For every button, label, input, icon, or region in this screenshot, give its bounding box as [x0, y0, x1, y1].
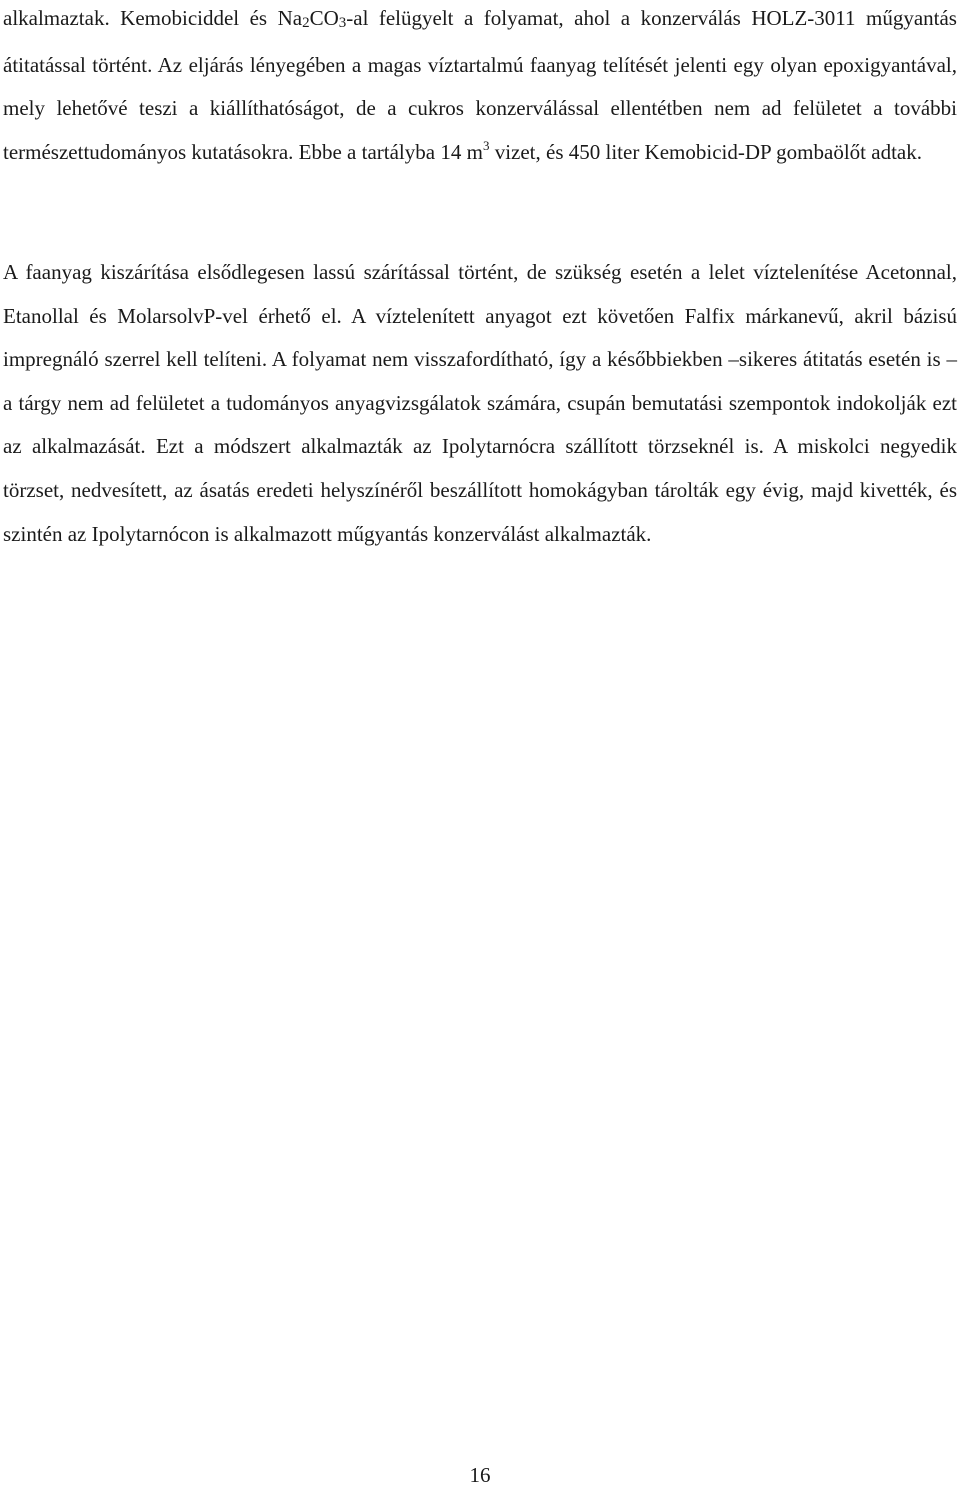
paragraph-2: A faanyag kiszárítása elsődlegesen lassú szárítással történt, de szükség esetén a lelet víztelenítése Acetonnal, Etanollal és MolarsolvP-vel érhető el. A víztelenített anyagot ezt követően Falfix márkanevű, akril bázisú impregnáló szerrel kell telíteni. A folyamat nem visszafordítható, így a későbbiekben –sikeres átitatás esetén is – a tárgy nem ad felületet a tudományos anyagvizsgálatok számára, csupán bemutatási szempontok indokolják ezt az alkalmazását. Ezt a módszert alkalmazták az Ipolytarnócra szállított törzseknél is. A miskolci negyedik törzset, nedvesített, az ásatás eredeti helyszínéről beszállított homokágyban tárolták egy évig, majd kivették, és szintén az Ipolytarnócon is alkalmazott műgyantás konzerválást alkalmazták. [3, 260, 957, 546]
paragraph-1-text-middle: -al felügyelt a folyamat, ahol a konzerválás HOLZ-3011 műgyantás átitatással történt. Az eljárás lényegében a magas víztartalmú faanyag telítését jelenti egy olyan epoxigyantával, mely lehetővé teszi a kiállíthatóságot, de a cukros konzerválással ellentétben nem ad felületet a további természettudományos kutatásokra. Ebbe a tartályba 14 m [3, 6, 957, 164]
carbonate-text: CO [309, 6, 339, 30]
paragraph-1 [3, 0, 957, 176]
page-number: 16 [469, 1463, 491, 1487]
sodium-subscript: 2 [302, 15, 310, 31]
carbonate-subscript: 3 [338, 15, 347, 31]
paragraph-1-text-start: alkalmaztak. Kemobiciddel és Na [3, 6, 303, 30]
paragraph-1-text-end: vizet, és 450 liter Kemobicid-DP gombaölőt adtak. [489, 139, 922, 164]
cubic-superscript: 3 [482, 137, 490, 153]
